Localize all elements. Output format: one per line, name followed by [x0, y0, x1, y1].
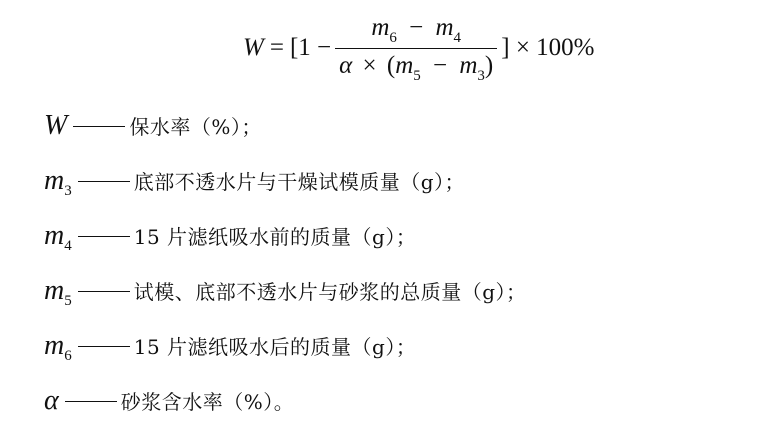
formula-close-bracket: ] × 100% — [501, 34, 595, 61]
definition-row — [44, 208, 744, 263]
definition-text: 15 片滤纸吸水前的质量（g）； — [133, 225, 417, 249]
numerator-minus: − — [409, 13, 424, 41]
numerator-term-m4: m — [435, 13, 454, 41]
numerator-subscript-4: 4 — [453, 29, 462, 46]
formula-lhs: W — [243, 34, 264, 61]
em-dash-separator — [78, 346, 130, 347]
formula-equals: = — [269, 34, 284, 61]
em-dash-separator — [78, 181, 130, 182]
numerator-term-m6: m — [371, 13, 390, 41]
em-dash-separator — [78, 236, 130, 237]
definition-row — [44, 263, 744, 318]
definition-row — [44, 153, 744, 208]
denominator-close-paren: ) — [484, 51, 494, 79]
formula-open-bracket: [1 − — [289, 34, 332, 61]
em-dash-separator — [78, 291, 130, 292]
symbol-definitions — [44, 98, 744, 428]
numerator-subscript-6: 6 — [389, 29, 397, 46]
definition-text: 试模、底部不透水片与砂浆的总质量（g）； — [133, 280, 527, 304]
definition-symbol: m 3 — [44, 164, 72, 199]
fraction-denominator — [335, 48, 497, 84]
denominator-term-m5: m — [395, 51, 414, 79]
definition-row — [44, 318, 744, 373]
definition-symbol: m 5 — [44, 274, 72, 309]
denominator-subscript-3: 3 — [477, 67, 485, 84]
definition-symbol: W — [44, 109, 68, 141]
formula-fraction — [335, 13, 497, 84]
definition-symbol: m 4 — [44, 219, 72, 254]
definition-symbol: m 6 — [44, 329, 72, 364]
denominator-minus: − — [433, 51, 448, 79]
denominator-term-m3: m — [459, 51, 478, 79]
definition-row — [44, 98, 744, 153]
em-dash-separator — [65, 401, 117, 402]
definition-text: 15 片滤纸吸水后的质量（g）； — [133, 335, 417, 359]
denominator-alpha: α — [339, 51, 353, 79]
definition-text: 保水率（%）； — [129, 115, 262, 139]
denominator-subscript-5: 5 — [413, 67, 421, 84]
denominator-open-paren: ( — [386, 51, 396, 79]
definition-text: 砂浆含水率（%）。 — [120, 390, 295, 414]
water-retention-formula — [243, 12, 595, 84]
definition-text: 底部不透水片与干燥试模质量（g）； — [133, 170, 466, 194]
denominator-times: × — [362, 51, 377, 79]
definition-symbol: α — [44, 384, 59, 416]
em-dash-separator — [73, 126, 125, 127]
fraction-numerator — [365, 13, 467, 48]
definition-row — [44, 373, 744, 428]
